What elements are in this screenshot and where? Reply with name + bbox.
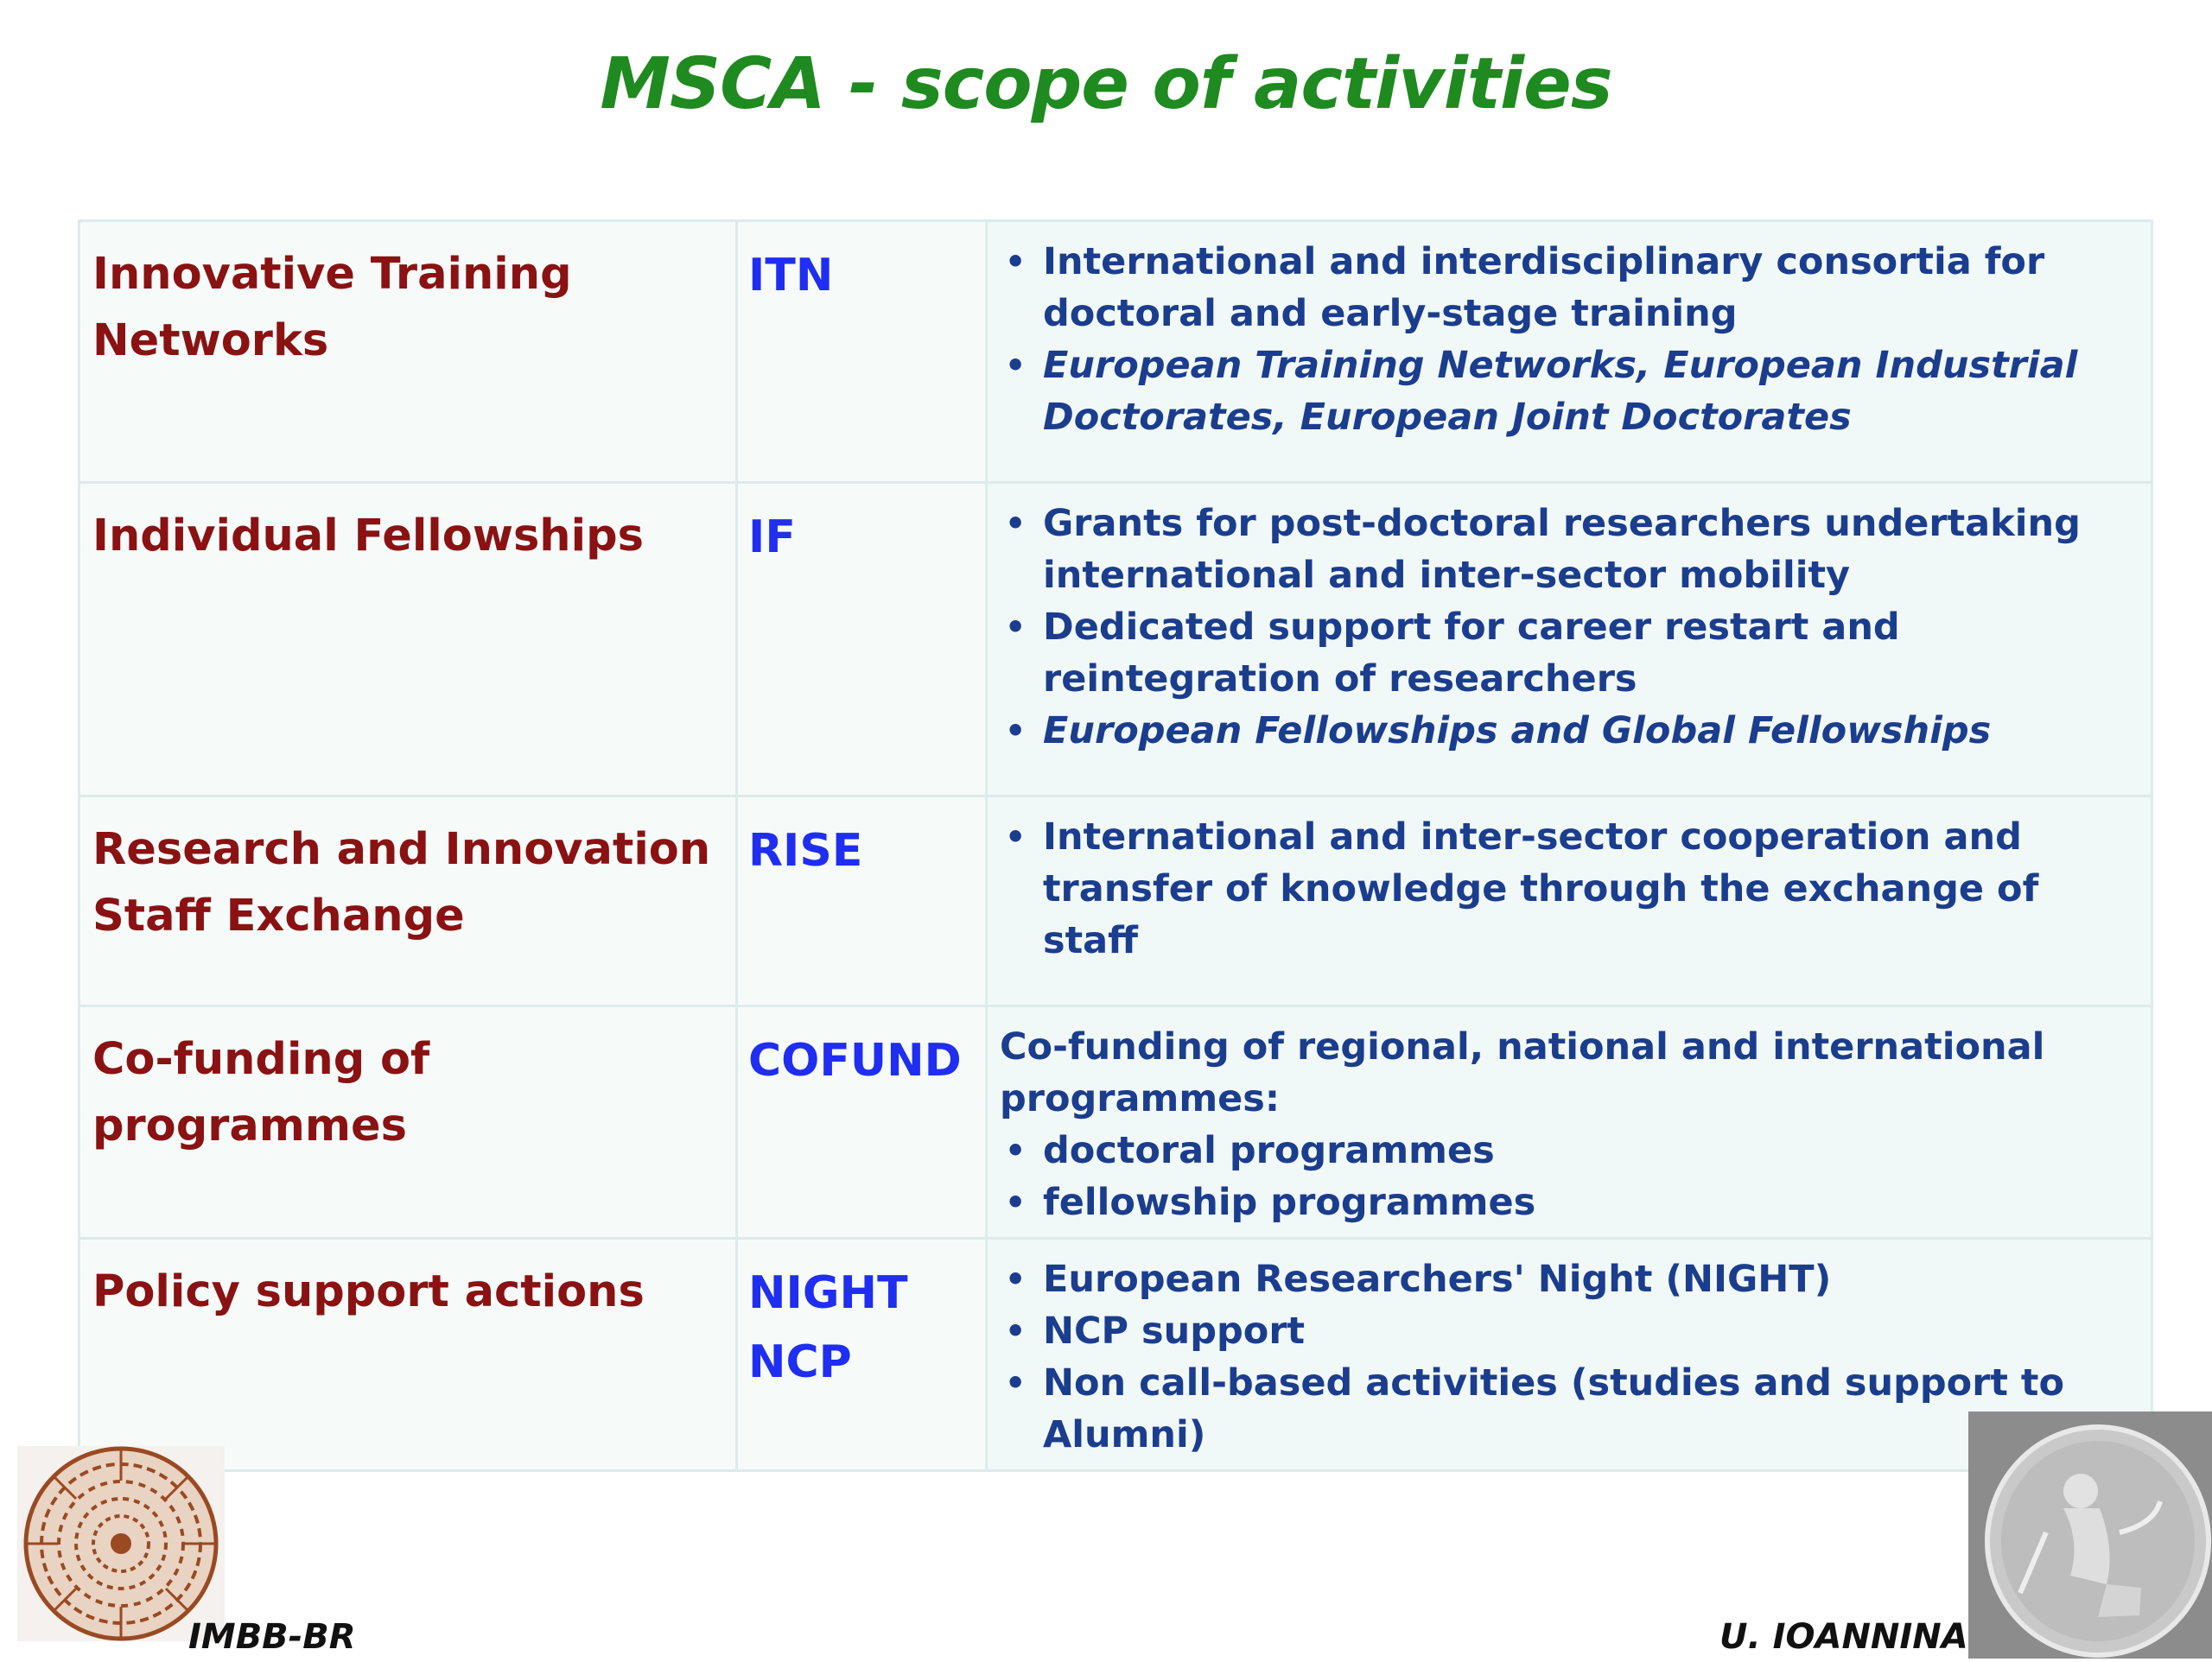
- ancient-coin-icon: [1968, 1411, 2212, 1659]
- description-item: • International and inter-sector cooperation and transfer of knowledge through the exchange of staff: [1000, 811, 2139, 967]
- description-item: • International and interdisciplinary consortia for doctoral and early-stage training: [1000, 236, 2139, 339]
- activity-abbreviation: NIGHT NCP: [748, 1267, 908, 1388]
- description-item: • Dedicated support for career restart and reintegration of researchers: [1000, 601, 2139, 705]
- description-lead: Co-funding of regional, national and international programmes:: [1000, 1025, 2045, 1120]
- slide-title: MSCA - scope of activities: [600, 43, 1612, 125]
- activity-name: Co-funding of programmes: [92, 1034, 430, 1151]
- activity-description-list: [1000, 811, 2139, 967]
- activity-abbreviation: COFUND: [748, 1035, 962, 1087]
- imbb-disc-logo: [17, 1446, 225, 1641]
- activity-name: Research and Innovation Staff Exchange: [92, 824, 711, 942]
- description-item: • European Fellowships and Global Fellowships: [1000, 705, 2139, 757]
- description-item: • European Researchers' Night (NIGHT): [1000, 1253, 2139, 1305]
- description-item: • Non call-based activities (studies and support to Alumni): [1000, 1357, 2139, 1461]
- activity-name: Innovative Training Networks: [92, 249, 572, 366]
- table-row-rise: [79, 796, 2152, 1006]
- activity-abbreviation: IF: [748, 511, 796, 563]
- phaistos-disc-icon: [17, 1446, 225, 1641]
- table-row-policy: [79, 1239, 2152, 1471]
- activity-name: Individual Fellowships: [92, 511, 644, 561]
- description-item: • NCP support: [1000, 1305, 2139, 1357]
- table-row-itn: [79, 221, 2152, 483]
- activity-description-list: [1000, 498, 2139, 757]
- description-item: • doctoral programmes: [1000, 1125, 2139, 1177]
- description-item: • Grants for post-doctoral researchers undertaking international and inter-sector mobility: [1000, 498, 2139, 601]
- table-row-cofund: [79, 1006, 2152, 1239]
- imbb-br-label: IMBB-BR: [188, 1617, 356, 1657]
- activity-name: Policy support actions: [92, 1266, 645, 1317]
- ioannina-coin-logo: [1968, 1411, 2212, 1659]
- activity-abbreviation: ITN: [748, 250, 834, 301]
- activity-description-list: [1000, 1125, 2139, 1228]
- u-ioannina-label: U. IOANNINA: [1719, 1617, 1968, 1657]
- table-row-if: [79, 483, 2152, 796]
- description-item: • European Training Networks, European Industrial Doctorates, European Joint Doctorates: [1000, 339, 2139, 443]
- activity-abbreviation: RISE: [748, 825, 863, 877]
- description-item: • fellowship programmes: [1000, 1177, 2139, 1228]
- activity-description-list: [1000, 236, 2139, 443]
- activities-table: [78, 219, 2153, 1472]
